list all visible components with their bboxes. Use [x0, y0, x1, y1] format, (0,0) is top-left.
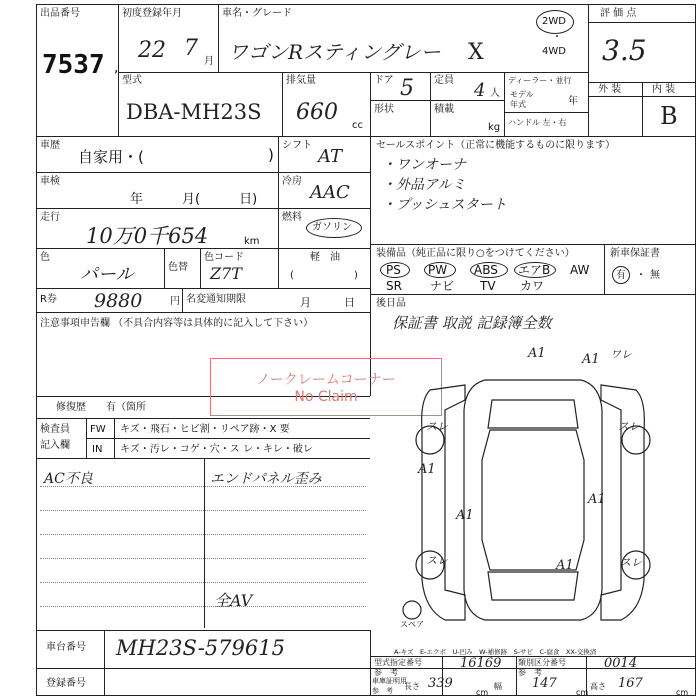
length-unit: cm	[476, 688, 489, 697]
fuel-label: 燃料	[282, 212, 302, 223]
fuel-paren-close: )	[354, 270, 358, 281]
repair-history-label: 修復歴 有（箇所	[56, 402, 146, 413]
vehicle-cert-label: 車庫証明用 参 考	[372, 677, 407, 695]
after-items-label: 後日品	[376, 298, 406, 309]
color-change-label: 色替	[168, 262, 188, 273]
inspector-note-ac: AC不良	[44, 471, 93, 487]
doors-value: 5	[400, 76, 414, 101]
damage-mark: A1	[582, 352, 600, 367]
chassis-number: MH23S-579615	[116, 636, 285, 660]
length-value: 339	[428, 676, 453, 691]
sales-point-item: ・外品アルミ	[382, 177, 466, 193]
in-conditions: キズ・汚レ・コゲ・穴・ス レ・キレ・破レ	[120, 444, 313, 455]
capacity-label: 積載	[434, 104, 454, 115]
fw-conditions: キズ・飛石・ヒビ割・リペア跡・X 要	[120, 424, 290, 435]
doors-label: ドア	[374, 75, 394, 86]
width-unit: cm	[576, 688, 589, 697]
damage-mark: A1	[588, 492, 606, 507]
class-number: 0014	[604, 656, 638, 671]
shape-label: 形状	[374, 104, 394, 115]
color-value: パール	[80, 264, 134, 285]
warranty-label: 新車保証書	[610, 248, 660, 259]
warranty-yes: 有	[616, 270, 626, 281]
equipment-navi: ナビ	[430, 279, 455, 293]
fw-label: FW	[90, 424, 106, 435]
seats-label: 定員	[434, 75, 454, 86]
damage-mark: A1	[556, 558, 574, 573]
class-label: 類別区分番号 参 考	[518, 658, 566, 677]
shift-label: シフト	[282, 140, 312, 151]
equipment-leather: カワ	[520, 279, 545, 293]
recycle-label: R券	[40, 294, 57, 305]
seats-value: 4	[474, 80, 486, 101]
displacement-value: 660	[296, 100, 338, 125]
color-code: Z7T	[210, 264, 242, 283]
month-unit: 月	[204, 56, 214, 67]
sales-point-item: ・プッシュスタート	[382, 197, 507, 213]
inspector-entry-label: 記入欄	[40, 440, 70, 451]
kg-unit: kg	[488, 122, 501, 133]
damage-mark: A1	[456, 508, 474, 523]
chassis-label: 車台番号	[46, 642, 86, 653]
equipment-label: 装備品（純正品に限り○をつけてください）	[376, 248, 575, 259]
equipment-tv: TV	[480, 279, 496, 293]
no-claim-jp: ノークレームコーナー	[256, 372, 396, 388]
after-items-value: 保証書 取説 記録簿全数	[392, 314, 552, 332]
drive-2wd: 2WD	[542, 16, 566, 27]
mileage-value: 10万0千654	[86, 224, 209, 248]
width-value: 147	[532, 676, 557, 691]
damage-mark: ワレ	[610, 348, 632, 361]
cc-unit: cc	[352, 120, 363, 131]
notes-label: 注意事項申告欄 （不具合内容等は具体的に記入して下さい）	[40, 318, 314, 329]
damage-mark: スレ	[426, 420, 448, 433]
inspection-fields: 年 月( 日)	[130, 192, 258, 207]
warranty-separator: ・	[636, 270, 646, 281]
inspection-label: 車検	[40, 176, 60, 187]
width-label: 幅	[494, 682, 502, 691]
color-code-label: 色コード	[204, 252, 244, 263]
car-name-label: 車名・グレード	[222, 8, 292, 19]
km-unit: km	[244, 236, 260, 247]
score-value: 3.5	[602, 34, 647, 67]
year-unit: 年	[568, 96, 578, 107]
aircon-value: AAC	[310, 182, 350, 203]
first-registration-month: 7	[184, 36, 198, 61]
color-label: 色	[40, 252, 50, 263]
equipment-sr: SR	[386, 279, 402, 293]
shift-value: AT	[318, 146, 343, 167]
damage-mark: スレ	[426, 554, 448, 567]
name-change-fields: 月 日	[300, 296, 355, 309]
car-damage-diagram	[370, 340, 696, 640]
mileage-label: 走行	[40, 212, 60, 223]
equipment-abs: ABS	[474, 263, 498, 277]
recycle-value: 9880	[94, 290, 143, 312]
damage-legend: A-キズ E-エクボ U-凹み W-補修跡 S-サビ C-腐食 XX-交換済	[394, 648, 597, 656]
registration-label: 登録番号	[46, 678, 86, 689]
handle-label: ハンドル 左・右	[508, 118, 567, 127]
dealer-label: ディーラー・並行	[508, 76, 572, 85]
model-code: DBA-MH23S	[126, 100, 262, 124]
model-year-label: モデル 年式	[510, 90, 534, 109]
usage-close: )	[268, 146, 274, 164]
yen-unit: 円	[170, 296, 180, 307]
lot-number-label: 出品番号	[40, 8, 80, 19]
equipment-aw: AW	[570, 263, 590, 277]
damage-mark: スレ	[618, 420, 640, 433]
inspector-note-all: 全AV	[214, 591, 253, 610]
height-value: 167	[618, 676, 643, 691]
length-label: 長さ	[404, 682, 420, 691]
no-claim-en: No Claim	[294, 389, 358, 405]
first-registration-year: 22	[138, 38, 166, 63]
type-cert-label: 型式指定番号 参 考	[374, 658, 422, 677]
car-name-grade: ワゴンRスティングレー	[228, 40, 441, 64]
in-label: IN	[92, 444, 103, 455]
damage-mark: A1	[528, 346, 546, 361]
equipment-ps: PS	[386, 263, 401, 277]
damage-mark: スレ	[620, 556, 642, 569]
interior-label: 内 装	[652, 84, 676, 95]
lot-number: 7537	[42, 50, 105, 80]
fuel-diesel: 軽 油	[310, 252, 340, 263]
sales-point-item: ・ワンオーナ	[382, 157, 466, 173]
drive-4wd: 4WD	[542, 46, 566, 57]
car-grade-mark: X	[468, 40, 484, 65]
usage-label: 車歴	[40, 140, 60, 151]
first-registration-label: 初度登録年月	[122, 8, 182, 19]
name-change-label: 名変通知期限	[186, 294, 246, 305]
usage-value: 自家用・(	[78, 148, 144, 166]
model-label: 型式	[122, 75, 142, 86]
height-label: 高さ	[590, 682, 606, 691]
inspector-note-panel: エンドパネル歪み	[210, 471, 322, 487]
aircon-label: 冷房	[282, 176, 302, 187]
damage-mark: A1	[418, 462, 436, 477]
warranty-no: 無	[650, 270, 660, 281]
exterior-grade: B	[660, 102, 678, 130]
equipment-airbag: エアB	[518, 263, 551, 277]
equipment-pw: PW	[428, 263, 448, 277]
sales-points-label: セールスポイント（正常に機能するものに限ります）	[376, 140, 616, 151]
fuel-gas: ガソリン	[312, 222, 352, 233]
spare-label: スペア	[400, 620, 424, 629]
fuel-paren-open: (	[290, 270, 294, 281]
displacement-label: 排気量	[286, 75, 316, 86]
score-label: 評 価 点	[600, 8, 637, 19]
type-cert-number: 16169	[460, 656, 502, 671]
exterior-label: 外 装	[598, 84, 622, 95]
inspector-label: 検査員	[40, 424, 70, 435]
height-unit: cm	[676, 688, 689, 697]
seats-unit: 人	[490, 88, 500, 99]
drive-separator: ・	[552, 32, 562, 43]
